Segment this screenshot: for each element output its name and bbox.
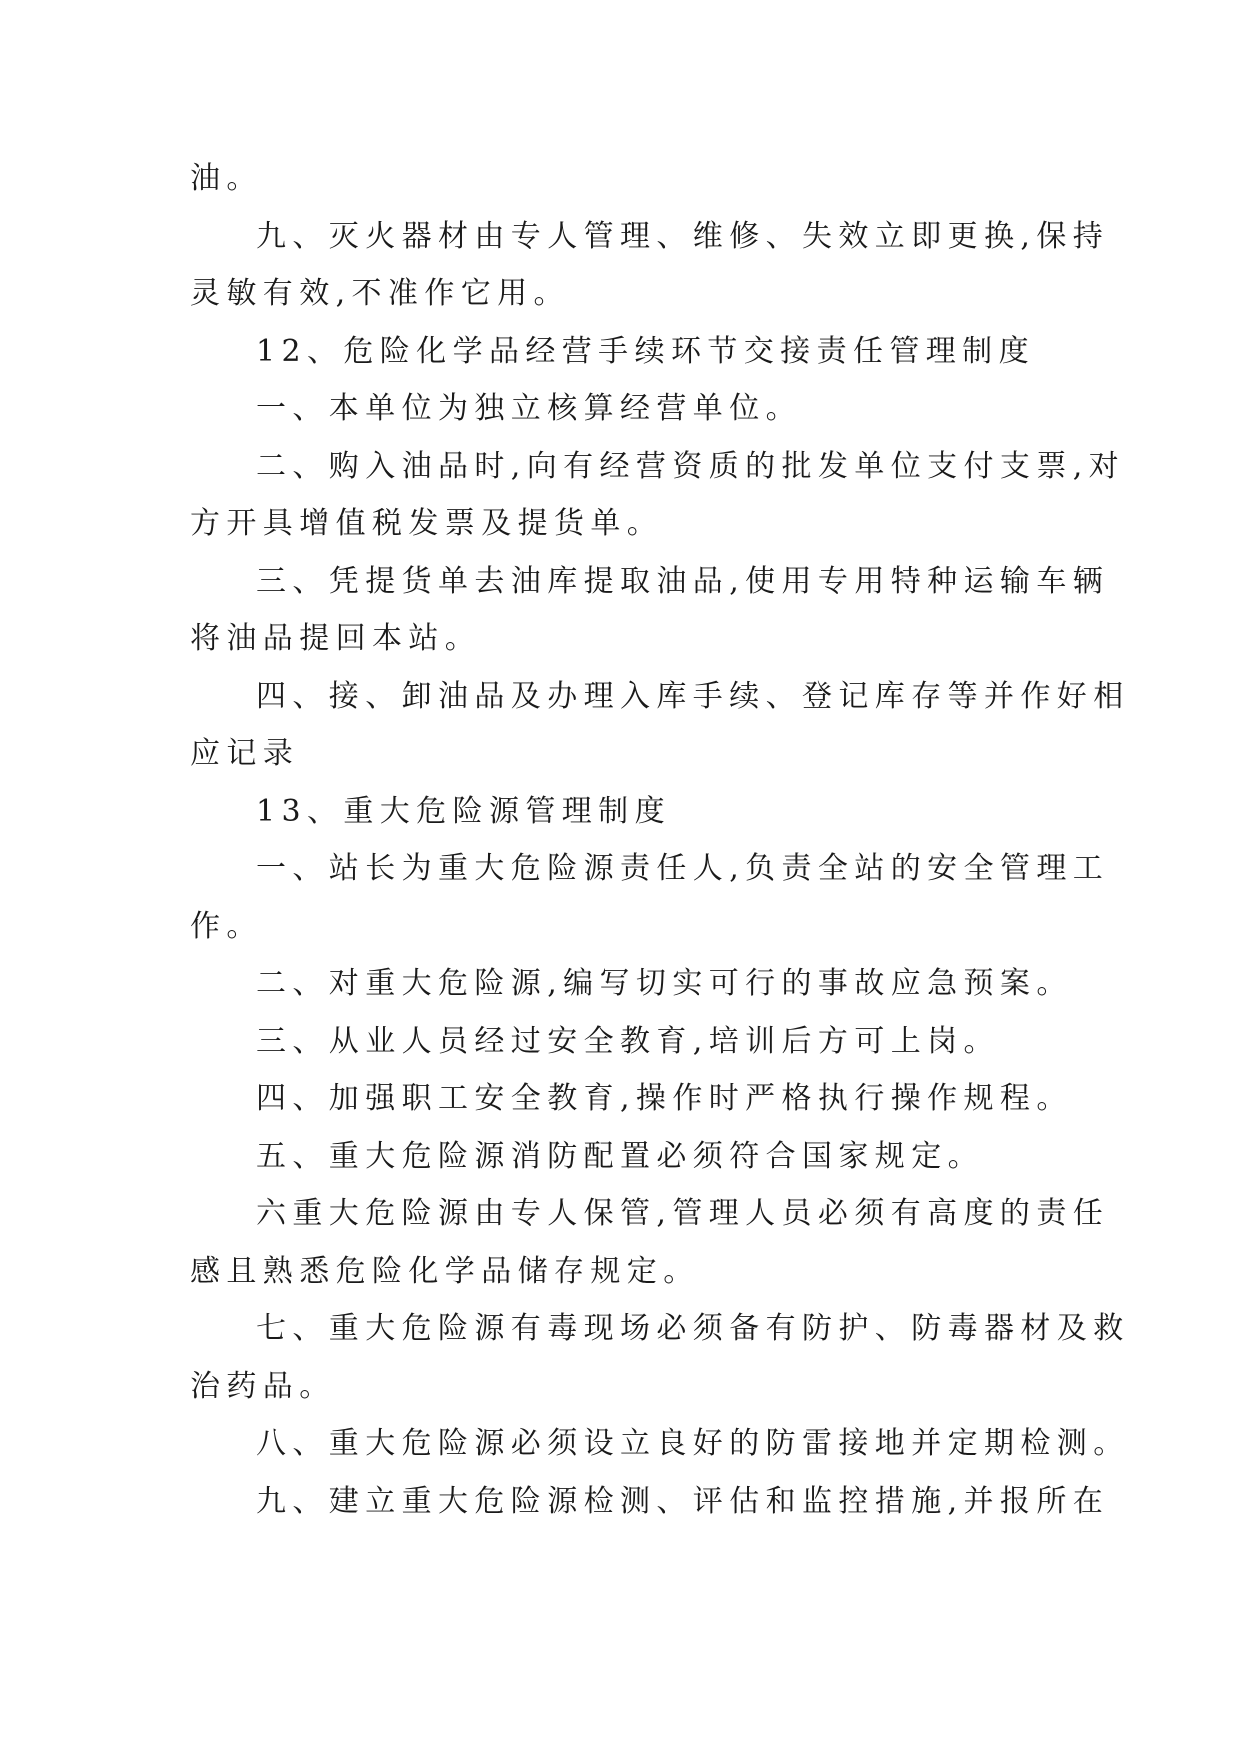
text-line: 四、接、卸油品及办理入库手续、登记库存等并作好相 [256,678,1130,714]
document-page [190,150,1130,1530]
text-line: 方开具增值税发票及提货单。 [190,506,664,541]
text-line: 灵敏有效,不准作它用。 [190,276,570,311]
text-line: 感且熟悉危险化学品储存规定。 [190,1253,700,1289]
text-line: 一、本单位为独立核算经营单位。 [256,391,802,426]
text-line: 八、重大危险源必须设立良好的防雷接地并定期检测。 [256,1426,1130,1461]
text-line: 将油品提回本站。 [190,621,482,656]
text-line: 油。 [190,161,263,196]
text-line: 六重大危险源由专人保管,管理人员必须有高度的责任 [256,1196,1110,1231]
text-line: 三、凭提货单去油库提取油品,使用专用特种运输车辆 [256,563,1110,599]
text-line: 四、加强职工安全教育,操作时严格执行操作规程。 [256,1081,1073,1116]
text-line: 九、建立重大危险源检测、评估和监控措施,并报所在 [256,1483,1110,1519]
text-line: 三、从业人员经过安全教育,培训后方可上岗。 [256,1023,1000,1059]
text-line: 作。 [190,908,263,944]
text-line: 二、对重大危险源,编写切实可行的事故应急预案。 [256,966,1073,1001]
text-line: 九、灭火器材由专人管理、维修、失效立即更换,保持 [256,218,1110,254]
text-line: 应记录 [190,736,300,771]
section-heading: 12、危险化学品经营手续环节交接责任管理制度 [256,333,1035,369]
text-line: 一、站长为重大危险源责任人,负责全站的安全管理工 [256,851,1110,886]
text-line: 五、重大危险源消防配置必须符合国家规定。 [256,1138,984,1174]
text-line: 二、购入油品时,向有经营资质的批发单位支付支票,对 [256,448,1126,484]
text-line: 治药品。 [190,1368,336,1404]
section-heading: 13、重大危险源管理制度 [256,793,671,829]
text-line: 七、重大危险源有毒现场必须备有防护、防毒器材及救 [256,1311,1130,1346]
